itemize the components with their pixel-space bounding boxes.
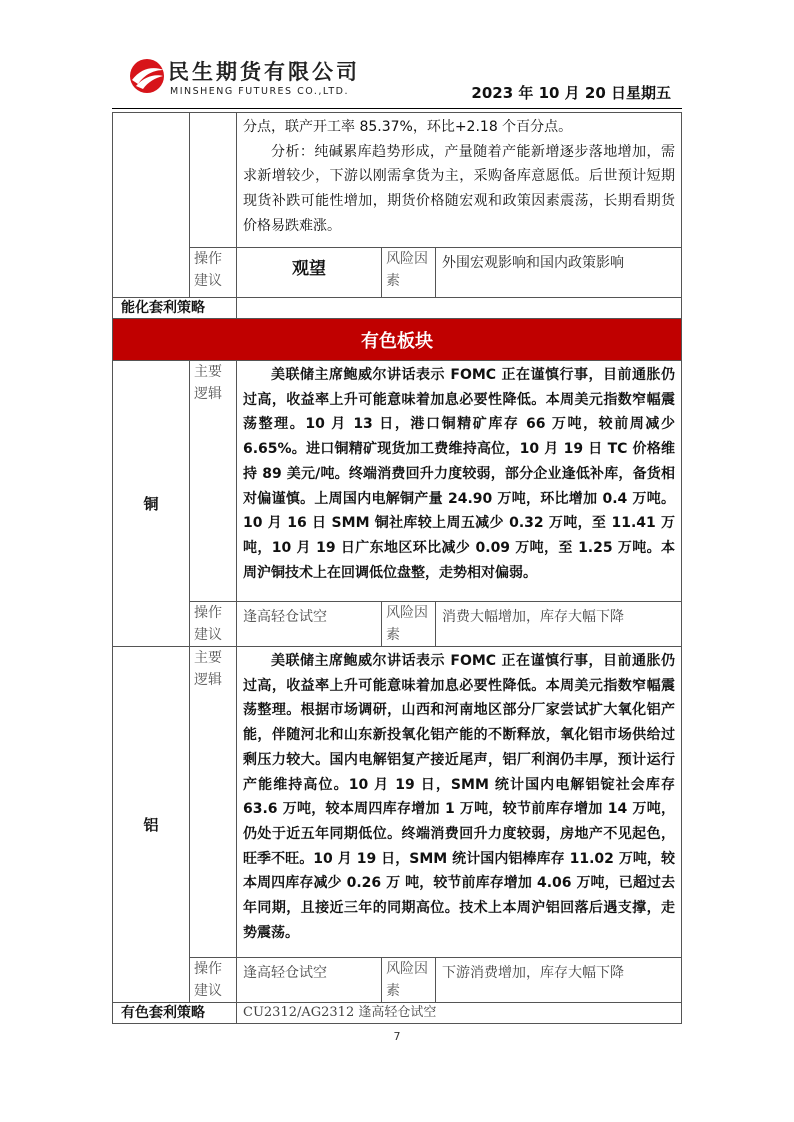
- energy-arb-label: 能化套利策略: [121, 300, 205, 316]
- top-logic-label-cell: [190, 113, 237, 248]
- copper-logic-label: 主要逻辑: [194, 364, 222, 402]
- top-cont-line: 分点，联产开工率 85.37%，环比+2.18 个百分点。: [243, 119, 573, 135]
- aluminum-op-label: 操作建议: [194, 961, 222, 999]
- copper-op-value: 逢高轻仓试空: [243, 609, 327, 625]
- company-name-en: MINSHENG FUTURES CO.,LTD.: [170, 86, 349, 97]
- strategy-table: [112, 112, 682, 1024]
- aluminum-op-value: 逢高轻仓试空: [243, 965, 327, 981]
- energy-arb-row: [113, 298, 682, 319]
- copper-operation-row: [113, 602, 682, 647]
- top-commodity-cell: [113, 113, 190, 298]
- nonferrous-arb-row: [113, 1003, 682, 1024]
- header-divider: [112, 108, 682, 109]
- aluminum-logic-label: 主要逻辑: [194, 650, 222, 688]
- top-logic-row: [113, 113, 682, 248]
- minsheng-logo-icon: [127, 56, 167, 96]
- aluminum-name: 铝: [113, 647, 190, 1003]
- op-value: 观望: [292, 259, 326, 279]
- page-header: [0, 0, 794, 110]
- copper-logic-text: 美联储主席鲍威尔讲话表示 FOMC 正在谨慎行事，目前通胀仍过高，收益率上升可能意味着加息必要性降低。本周美元指数窄幅震荡整理。10 月 13 日，港口铜精矿库存 66 万吨，较前周减少 6.65%。进口铜精矿现货加工费维持高位，10 月 19 日 TC 价格维持 89 美元/吨。终端消费回升力度较弱，部分企业逢低补库，备货相对偏谨慎。上周国内电解铜产量 24.90 万吨，环比增加 0.4 万吨。10 月 16 日 SMM 铜社库较上周五减少 0.32 万吨，至 11.41 万吨，10 月 19 日广东地区环比减少 0.09 万吨，至 1.25 万吨。本周沪铜技术上在回调低位盘整，走势相对偏弱。: [243, 367, 675, 581]
- top-analysis-text: 分析：纯碱累库趋势形成，产量随着产能新增逐步落地增加，需求新增较少，下游以刚需拿货为主，采购备库意愿低。后世预计短期现货补跌可能性增加，期货价格随宏观和政策因素震荡，长期看期货价格易跌难涨。: [243, 143, 675, 234]
- aluminum-logic-row: [113, 647, 682, 958]
- aluminum-risk-value: 下游消费增加，库存大幅下降: [442, 965, 624, 981]
- aluminum-risk-label: 风险因素: [386, 961, 428, 999]
- copper-name: 铜: [113, 361, 190, 647]
- risk-value: 外围宏观影响和国内政策影响: [442, 255, 624, 271]
- company-name-cn: 民生期货有限公司: [168, 60, 360, 84]
- section-header-row: [113, 319, 682, 361]
- copper-logic-row: [113, 361, 682, 602]
- aluminum-operation-row: [113, 958, 682, 1003]
- report-date: 2023 年 10 月 20 日星期五: [471, 84, 671, 102]
- nonferrous-arb-label: 有色套利策略: [121, 1005, 205, 1021]
- risk-label: 风险因素: [386, 251, 428, 289]
- copper-op-label: 操作建议: [194, 605, 222, 643]
- op-label: 操作建议: [194, 251, 222, 289]
- section-title: 有色板块: [113, 319, 682, 361]
- nonferrous-arb-value: CU2312/AG2312 逢高轻仓试空: [243, 1005, 437, 1020]
- copper-risk-label: 风险因素: [386, 605, 428, 643]
- copper-risk-value: 消费大幅增加，库存大幅下降: [442, 609, 624, 625]
- aluminum-logic-text: 美联储主席鲍威尔讲话表示 FOMC 正在谨慎行事，目前通胀仍过高，收益率上升可能意味着加息必要性降低。本周美元指数窄幅震荡整理。根据市场调研，山西和河南地区部分厂家尝试扩大氧化铝产能，伴随河北和山东新投氧化铝产能的不断释放，氧化铝市场供给过剩压力较大。国内电解铝复产接近尾声，铝厂利润仍丰厚，预计运行产能维持高位。10 月 19 日，SMM 统计国内电解铝锭社会库存 63.6 万吨，较本周四库存增加 1 万吨，较节前库存增加 14 万吨，仍处于近五年同期低位。终端消费回升力度较弱，房地产不见起色，旺季不旺。10 月 19 日，SMM 统计国内铝棒库存 11.02 万吨，较本周四库存减少 0.26 万 吨，较节前库存增加 4.06 万吨，已超过去年同期，且接近三年的同期高位。技术上本周沪铝回落后遇支撑，走势震荡。: [243, 653, 675, 941]
- top-operation-row: [113, 248, 682, 298]
- energy-arb-value: [237, 298, 681, 306]
- page-number: 7: [393, 1030, 401, 1043]
